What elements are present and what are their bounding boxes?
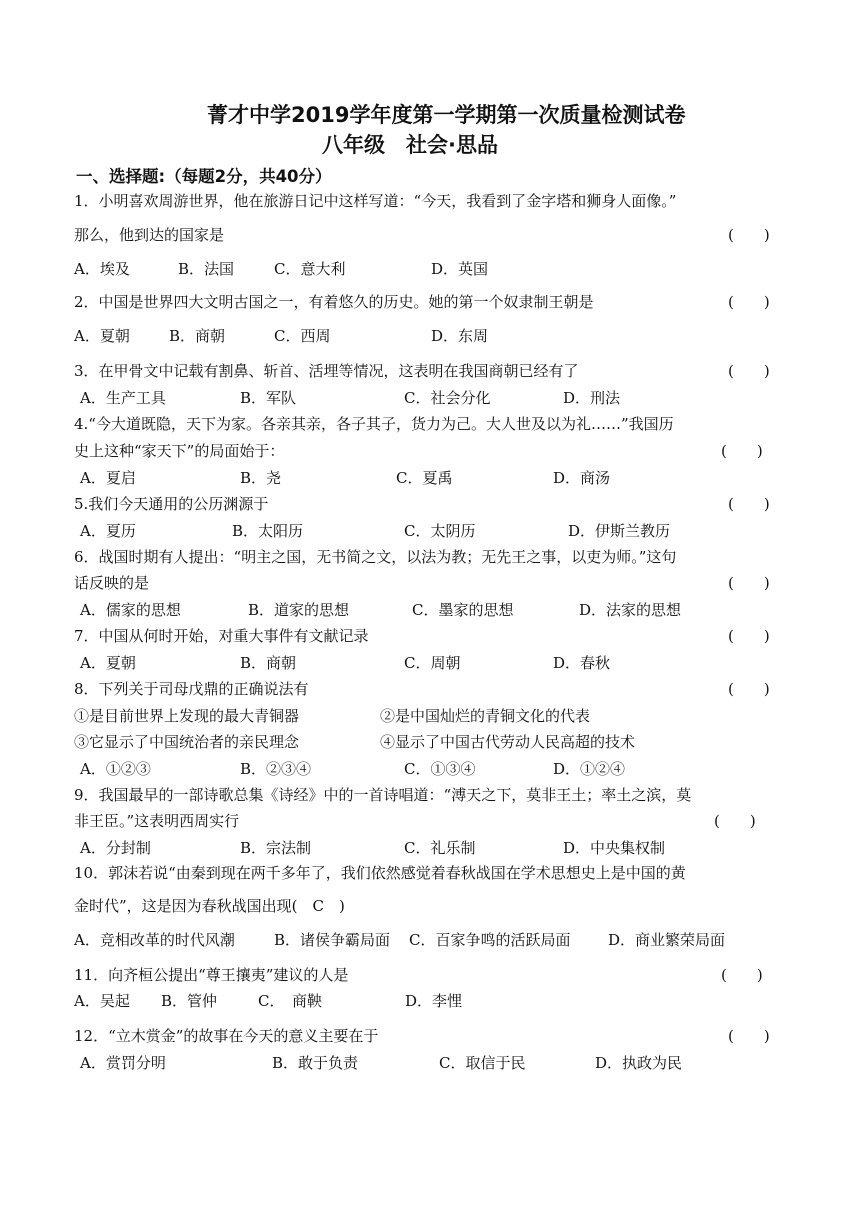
question-1-text-cont: 那么，他到达的国家是 (74, 226, 225, 244)
option-a: A．生产工具 (80, 389, 166, 407)
option-a: A．夏朝 (74, 327, 130, 345)
question-11-text: 11．向齐桓公提出“尊王攘夷”建议的人是 (74, 966, 349, 984)
option-c: C．取信于民 (439, 1054, 526, 1072)
option-b: B．②③④ (240, 760, 312, 778)
option-b: B．诸侯争霸局面 (274, 931, 391, 949)
question-7-text: 7．中国从何时开始，对重大事件有文献记录 (74, 627, 369, 645)
question-3-text: 3．在甲骨文中记载有割鼻、斩首、活埋等情况，这表明在我国商朝已经有了 (74, 362, 579, 380)
statement-1: ①是目前世界上发现的最大青铜器 (74, 707, 300, 725)
option-a: A．埃及 (74, 260, 130, 278)
question-8-text: 8．下列关于司母戊鼎的正确说法有 (74, 680, 309, 698)
option-c: C．意大利 (274, 260, 346, 278)
answer-blank: ( ) (728, 495, 770, 513)
option-c: C．①③④ (404, 760, 476, 778)
option-b: B．管仲 (161, 992, 218, 1010)
statement-4: ④显示了中国古代劳动人民高超的技术 (380, 733, 636, 751)
exam-subtitle: 八年级 社会·思品 (322, 133, 498, 157)
option-a: A．竞相改革的时代风潮 (74, 931, 235, 949)
option-d: D．春秋 (553, 654, 611, 672)
exam-title: 菁才中学2019学年度第一学期第一次质量检测试卷 (207, 103, 686, 127)
option-b: B．太阳历 (232, 522, 304, 540)
question-4-text: 4.“今大道既隐，天下为家。各亲其亲，各子其子，货力为己。大人世及以为礼……”我国历 (74, 415, 674, 433)
option-c: C．礼乐制 (404, 839, 476, 857)
option-b: B．宗法制 (240, 839, 312, 857)
question-10-text-cont: 金时代”，这是因为春秋战国出现( C ) (74, 897, 345, 915)
option-c: C．墨家的思想 (412, 601, 514, 619)
answer-blank: ( ) (728, 627, 770, 645)
option-d: D．东周 (431, 327, 489, 345)
option-b: B．商朝 (240, 654, 297, 672)
option-d: D．①②④ (553, 760, 626, 778)
option-a: A．夏朝 (80, 654, 136, 672)
option-d: D．商业繁荣局面 (608, 931, 726, 949)
question-4-text-cont: 史上这种“家天下”的局面始于： (74, 442, 285, 460)
option-d: D．刑法 (563, 389, 621, 407)
option-a: A．分封制 (80, 839, 151, 857)
option-b: B．尧 (240, 469, 282, 487)
option-a: A．吴起 (74, 992, 130, 1010)
option-c: C．夏禹 (396, 469, 453, 487)
answer-blank: ( ) (714, 812, 756, 830)
section-heading: 一、选择题:（每题2分，共40分） (76, 167, 332, 186)
statement-2: ②是中国灿烂的青铜文化的代表 (380, 707, 591, 725)
option-a: A．儒家的思想 (80, 601, 181, 619)
question-9-text: 9．我国最早的一部诗歌总集《诗经》中的一首诗唱道：“溥天之下，莫非王土；率土之滨，莫 (74, 786, 692, 804)
option-c: C． 商鞅 (258, 992, 322, 1010)
option-c: C．太阴历 (404, 522, 476, 540)
option-c: C．西周 (274, 327, 331, 345)
question-6-text: 6．战国时期有人提出：“明主之国，无书简之文，以法为教；无先王之事，以吏为师。”这句 (74, 548, 677, 566)
question-5-text: 5.我们今天通用的公历渊源于 (74, 495, 269, 513)
question-2-text: 2．中国是世界四大文明古国之一，有着悠久的历史。她的第一个奴隶制王朝是 (74, 293, 594, 311)
option-d: D．商汤 (553, 469, 611, 487)
option-b: B．军队 (240, 389, 297, 407)
option-d: D．执政为民 (595, 1054, 683, 1072)
option-b: B．法国 (178, 260, 235, 278)
option-a: A．夏启 (80, 469, 136, 487)
option-b: B．商朝 (169, 327, 226, 345)
answer-blank: ( ) (728, 1027, 770, 1045)
answer-blank: ( ) (721, 966, 763, 984)
answer-blank: ( ) (728, 362, 770, 380)
question-6-text-cont: 话反映的是 (74, 574, 150, 592)
option-a: A．①②③ (80, 760, 151, 778)
option-b: B．道家的思想 (248, 601, 350, 619)
option-d: D．李悝 (405, 992, 463, 1010)
answer-blank: ( ) (728, 680, 770, 698)
question-9-text-cont: 非王臣。”这表明西周实行 (74, 812, 240, 830)
option-b: B．敢于负责 (272, 1054, 359, 1072)
question-1-text: 1．小明喜欢周游世界，他在旅游日记中这样写道：“今天，我看到了金字塔和狮身人面像。” (74, 192, 677, 210)
question-12-text: 12．“立木赏金”的故事在今天的意义主要在于 (74, 1027, 379, 1045)
option-d: D．伊斯兰教历 (568, 522, 671, 540)
option-a: A．赏罚分明 (80, 1054, 166, 1072)
option-c: C．百家争鸣的活跃局面 (409, 931, 571, 949)
answer-blank: ( ) (728, 293, 770, 311)
statement-3: ③它显示了中国统治者的亲民理念 (74, 733, 300, 751)
option-d: D．法家的思想 (579, 601, 682, 619)
option-c: C．周朝 (404, 654, 461, 672)
option-c: C．社会分化 (404, 389, 491, 407)
option-a: A．夏历 (80, 522, 136, 540)
answer-blank: ( ) (728, 226, 770, 244)
question-10-text: 10．郭沫若说“由秦到现在两千多年了，我们依然感觉着春秋战国在学术思想史上是中国的黄 (74, 864, 686, 882)
option-d: D．英国 (431, 260, 489, 278)
answer-blank: ( ) (728, 574, 770, 592)
answer-blank: ( ) (721, 442, 763, 460)
option-d: D．中央集权制 (563, 839, 666, 857)
